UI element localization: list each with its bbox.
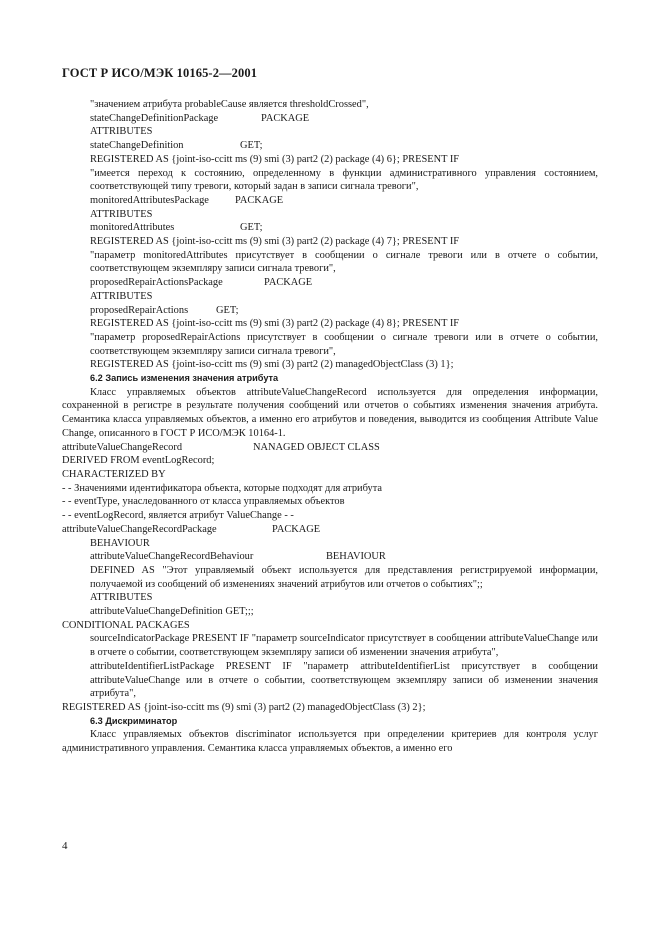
attribute-line: proposedRepairActions GET; (90, 304, 239, 316)
page-body (62, 98, 598, 756)
text-block: "параметр monitoredAttributes присутствует в сообщении о сигнале тревоги или в отчете о событии, соответствующем экземпляру записи сигнала тревоги", (90, 249, 598, 275)
comment-line: - - Значениями идентификатора объекта, которые подходят для атрибута (62, 482, 382, 494)
text-block: DEFINED AS "Этот управляемый объект используется для представления регистрируемой информации, получаемой из сообщений об изменениях значений атрибутов или отчетов о событиях";; (90, 564, 598, 590)
paragraph: Класс управляемых объектов attributeValueChangeRecord используется для определения информации, сохраненной в регистре в результате получения сообщений или отчетов о событиях изменения значения атрибута. Семантика класса управляемых объектов, а именно его атрибутов и поведения, выводится из сообщения Attribute Value Change, описанного в ГОСТ Р ИСО/МЭК 10164-1. (62, 386, 598, 439)
package-line: proposedRepairActionsPackage PACKAGE (90, 277, 313, 289)
page-number: 4 (62, 840, 68, 852)
section-heading: 6.3 Дискриминатор (90, 715, 178, 726)
comment-line: - - eventType, унаследованного от класса управляемых объектов (62, 496, 345, 508)
keyword-line: BEHAVIOUR (90, 537, 150, 549)
package-line: attributeValueChangeRecordPackage PACKAGE (62, 523, 321, 535)
comment-line: - - eventLogRecord, является атрибут ValueChange - - (62, 510, 294, 522)
text-block: "имеется переход к состоянию, определенному в функции административного управления состоянием, соответствующей типу тревоги, который задан в записи сигнала тревоги", (90, 167, 598, 193)
registered-line: REGISTERED AS {joint-iso-ccitt ms (9) smi (3) part2 (2) package (4) 8}; PRESENT IF (90, 318, 460, 330)
section-heading: 6.2 Запись изменения значения атрибута (90, 373, 279, 384)
keyword-line: CHARACTERIZED BY (62, 468, 166, 480)
paragraph: Класс управляемых объектов discriminator используется при определении критериев для контроля услуг административного управления. Семантика класса управляемых объектов, а именно его (62, 729, 598, 755)
derived-line: DERIVED FROM eventLogRecord; (62, 455, 215, 467)
text-block: attributeIdentifierListPackage PRESENT IF "параметр attributeIdentifierList присутствует в сообщении attributeValueChange или в отчете о событии, соответствующем экземпляру записи об изменении значения атрибута", (90, 660, 598, 700)
registered-line: REGISTERED AS {joint-iso-ccitt ms (9) smi (3) part2 (2) package (4) 6}; PRESENT IF (90, 153, 460, 165)
keyword-line: ATTRIBUTES (90, 208, 153, 220)
document-header: ГОСТ Р ИСО/МЭК 10165-2—2001 (62, 66, 258, 80)
registered-line: REGISTERED AS {joint-iso-ccitt ms (9) smi (3) part2 (2) managedObjectClass (3) 1}; (90, 359, 454, 371)
keyword-line: ATTRIBUTES (90, 126, 153, 138)
package-line: monitoredAttributesPackage PACKAGE (90, 194, 284, 206)
keyword-line: CONDITIONAL PACKAGES (62, 619, 190, 631)
keyword-line: ATTRIBUTES (90, 290, 153, 302)
text-block: sourceIndicatorPackage PRESENT IF "параметр sourceIndicator присутствует в сообщении attributeValueChange или в отчете о событии, соответствующем экземпляру записи об изменении значения атрибута", (90, 633, 598, 659)
attribute-line: monitoredAttributes GET; (90, 222, 263, 234)
attribute-line: stateChangeDefinition GET; (90, 140, 263, 152)
registered-line: REGISTERED AS {joint-iso-ccitt ms (9) smi (3) part2 (2) managedObjectClass (3) 2}; (62, 701, 426, 713)
package-line: stateChangeDefinitionPackage PACKAGE (90, 112, 310, 124)
registered-line: REGISTERED AS {joint-iso-ccitt ms (9) smi (3) part2 (2) package (4) 7}; PRESENT IF (90, 236, 460, 248)
class-line: attributeValueChangeRecord NANAGED OBJECT CLASS (62, 441, 380, 453)
text-line: "значением атрибута probableCause является thresholdCrossed", (90, 99, 369, 110)
text-block: "параметр proposedRepairActions присутствует в сообщении о сигнале тревоги или в отчете о событии, соответствующем экземпляру записи сигнала тревоги", (90, 331, 598, 357)
attribute-line: attributeValueChangeDefinition GET;;; (90, 606, 254, 618)
keyword-line: ATTRIBUTES (90, 592, 153, 604)
behaviour-line: attributeValueChangeRecordBehaviour BEHAVIOUR (90, 551, 386, 563)
